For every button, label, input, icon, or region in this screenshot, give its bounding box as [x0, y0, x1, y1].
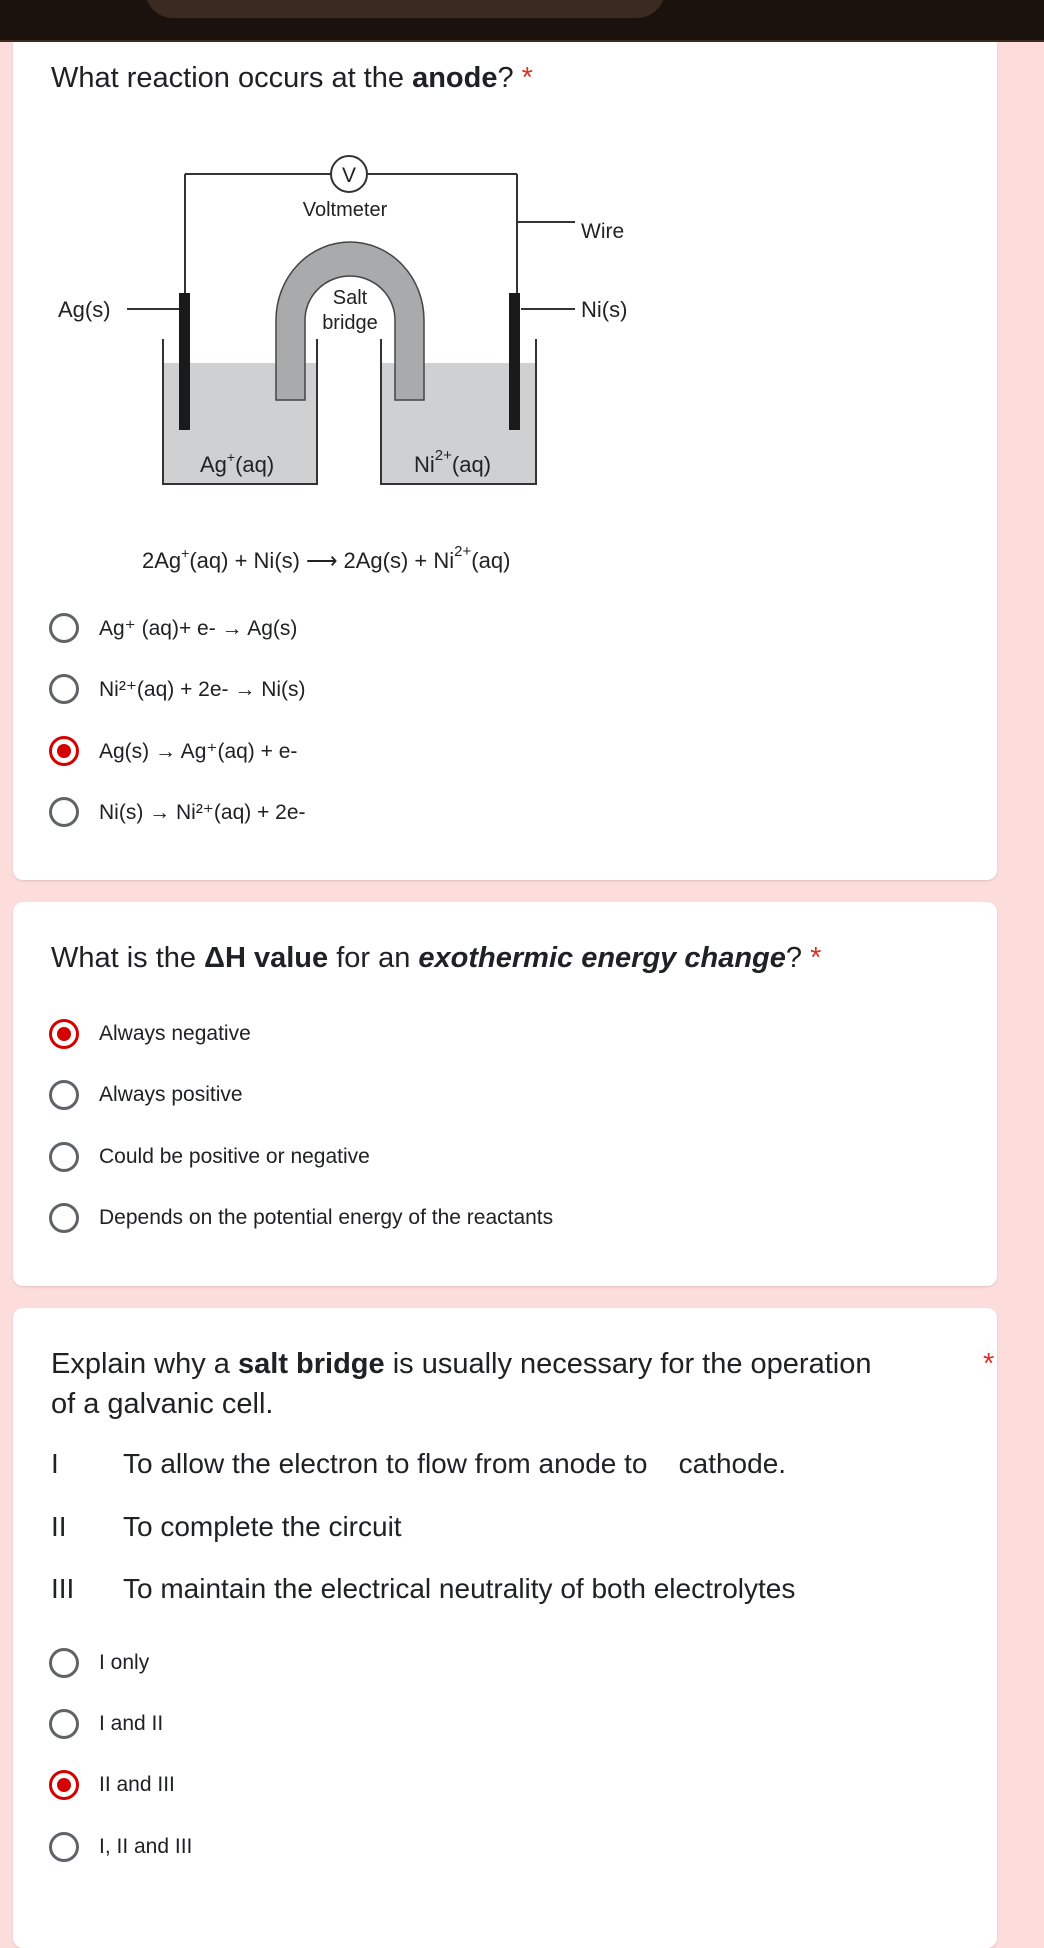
radio-checked-icon[interactable] [49, 736, 79, 766]
title-text: ? [785, 942, 803, 974]
voltmeter-symbol: V [341, 164, 357, 187]
option-2[interactable] [49, 1769, 175, 1801]
statement-number: III [51, 1573, 75, 1604]
statement-ii [51, 1509, 402, 1545]
ag-electrode [179, 293, 190, 430]
required-asterisk: * [521, 62, 533, 94]
question-card-delta-h [13, 902, 997, 1286]
option-2[interactable] [49, 1141, 370, 1173]
option-3[interactable] [49, 796, 306, 828]
salt-label: Salt [332, 287, 368, 309]
voltmeter-label: Voltmeter [302, 199, 388, 221]
statement-iii [51, 1571, 795, 1607]
option-1[interactable] [49, 1708, 163, 1740]
title-text: What is the [51, 942, 205, 974]
option-3[interactable] [49, 1831, 192, 1863]
option-0[interactable] [49, 1647, 149, 1679]
option-1[interactable] [49, 1079, 243, 1111]
radio-checked-icon[interactable] [49, 1019, 79, 1049]
title-text: What reaction occurs at the [51, 62, 413, 94]
question-card-anode [13, 42, 997, 880]
statement-text: To maintain the electrical neutrality of both electrolytes [123, 1573, 796, 1604]
required-asterisk: * [810, 942, 822, 974]
option-label: II and III [99, 1773, 175, 1796]
question-card-salt-bridge [13, 1308, 997, 1948]
option-1[interactable] [49, 673, 306, 705]
option-0[interactable] [49, 612, 297, 644]
radio-unchecked-icon[interactable] [49, 1203, 79, 1233]
title-bold: anode [412, 62, 498, 94]
question-title [51, 1344, 995, 1424]
statement-i [51, 1446, 786, 1482]
wire-label: Wire [581, 220, 625, 243]
bridge-label: bridge [322, 312, 378, 334]
radio-checked-icon[interactable] [49, 1770, 79, 1800]
statement-number: I [51, 1448, 59, 1479]
option-label: Ag⁺ (aq)+ e- → Ag(s) [99, 616, 298, 640]
radio-unchecked-icon[interactable] [49, 674, 79, 704]
statement-text: To allow the electron to flow from anode to cathode. [123, 1448, 787, 1479]
ag-label: Ag(s) [58, 297, 111, 322]
option-label: I only [99, 1651, 150, 1674]
reaction-equation: 2Ag+(aq) + Ni(s) ⟶ $2Ag(s) + Ni^{2+}(aq)$ [142, 543, 511, 573]
radio-unchecked-icon[interactable] [49, 1832, 79, 1862]
title-text: Explain why a [51, 1348, 238, 1380]
option-label: Always negative [99, 1022, 251, 1045]
title-text: ? [497, 62, 514, 94]
option-3[interactable] [49, 1202, 553, 1234]
galvanic-cell-diagram [0, 0, 1044, 600]
radio-unchecked-icon[interactable] [49, 1142, 79, 1172]
radio-unchecked-icon[interactable] [49, 1080, 79, 1110]
statement-text: To complete the circuit [123, 1511, 402, 1542]
option-2[interactable] [49, 735, 297, 767]
radio-unchecked-icon[interactable] [49, 613, 79, 643]
option-0[interactable] [49, 1018, 251, 1050]
title-bold: salt bridge [238, 1348, 385, 1380]
ni-solution-label: $Ni^{2+}(aq)$ [414, 447, 492, 477]
title-text: for an [328, 942, 419, 974]
option-label: Always positive [99, 1083, 243, 1106]
title-text: of a galvanic cell. [51, 1388, 274, 1420]
option-label: I and II [99, 1712, 164, 1735]
ni-label: Ni(s) [581, 297, 628, 322]
option-label: I, II and III [99, 1835, 193, 1858]
radio-unchecked-icon[interactable] [49, 1709, 79, 1739]
title-bold: ΔH value [204, 942, 329, 974]
option-label: Ag(s) → Ag⁺(aq) + e- [99, 739, 298, 763]
option-label: Depends on the potential energy of the reactants [99, 1206, 554, 1229]
title-bold-italic: exothermic energy change [418, 942, 786, 974]
ni-electrode [509, 293, 520, 430]
option-label: Could be positive or negative [99, 1145, 370, 1168]
option-label: Ni²⁺(aq) + 2e- → Ni(s) [99, 677, 306, 701]
title-text: is usually necessary for the operation [384, 1348, 872, 1380]
statement-number: II [51, 1511, 67, 1542]
radio-unchecked-icon[interactable] [49, 1648, 79, 1678]
ag-solution-label: Ag+(aq) [200, 449, 275, 477]
question-title [51, 938, 821, 978]
radio-unchecked-icon[interactable] [49, 797, 79, 827]
option-label: Ni(s) → Ni²⁺(aq) + 2e- [99, 800, 306, 824]
required-asterisk: * [983, 1348, 995, 1380]
